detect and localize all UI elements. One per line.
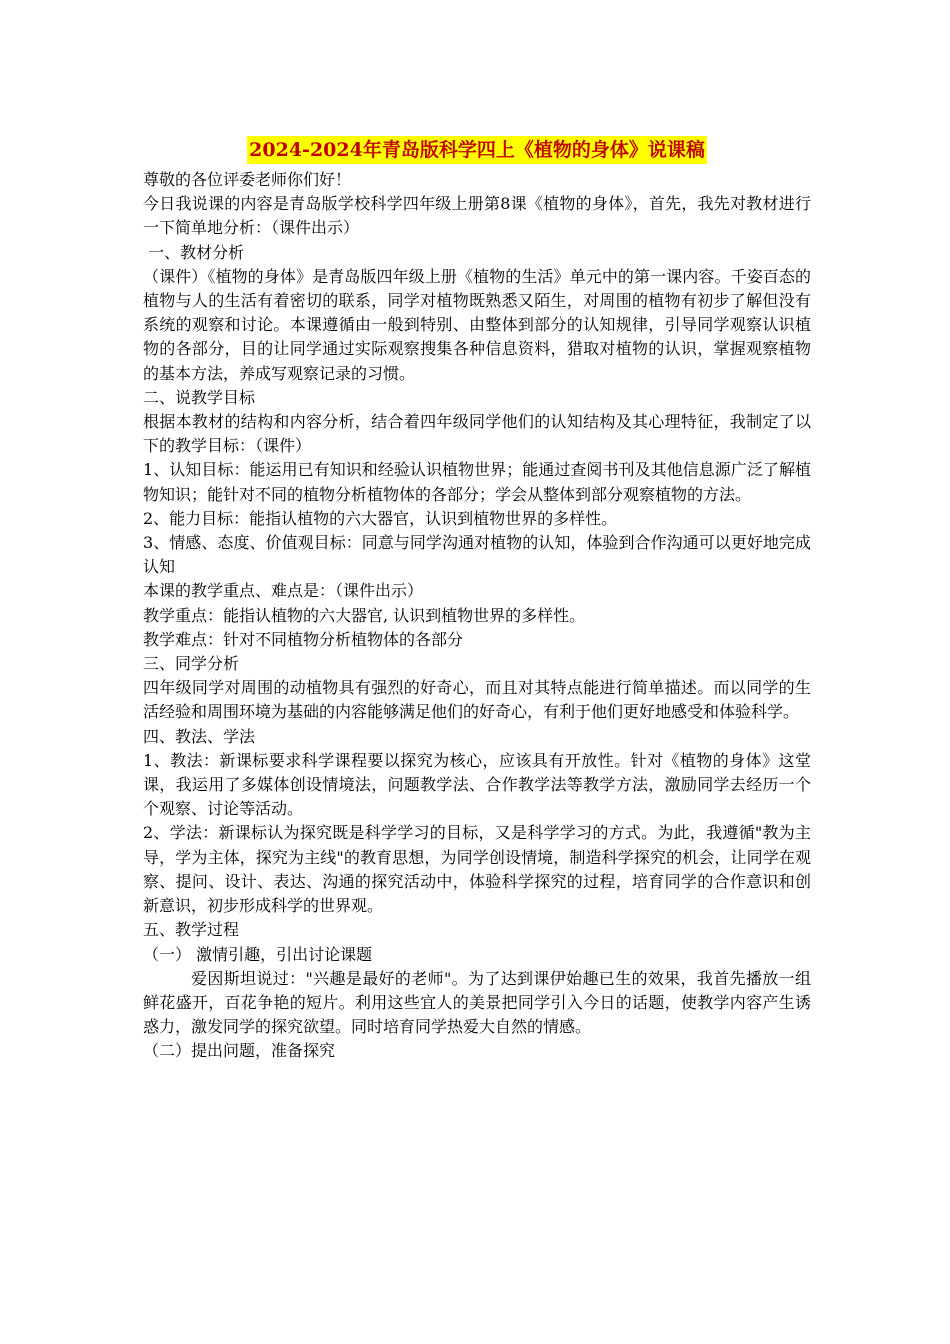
paragraph-goals-intro: 根据本教材的结构和内容分析，结合着四年级同学他们的认知结构及其心理特征，我制定了以下的教学目标：（课件） (143, 412, 811, 456)
heading-student-analysis: 三、同学分析 (143, 654, 240, 674)
paragraph-student-analysis: 四年级同学对周围的动植物具有强烈的好奇心，而且对其特点能进行简单描述。而以同学的生活经验和周围环境为基础的内容能够满足他们的好奇心，有利于他们更好地感受和体验科学。 (143, 678, 811, 722)
paragraph-learning-method: 2、学法：新课标认为探究既是科学学习的目标，又是科学学习的方式。为此，我遵循"教为主导，学为主体，探究为主线"的教育思想，为同学创设情境，制造科学探究的机会，让同学在观察、提问、设计、表达、沟通的探究活动中，体验科学探究的过程，培育同学的合作意识和创新意识，初步形成科学的世界观。 (143, 823, 811, 916)
paragraph-greeting: 尊敬的各位评委老师你们好！ (143, 170, 352, 189)
paragraph-ability-goal: 2、能力目标：能指认植物的六大器官，认识到植物世界的多样性。 (143, 508, 618, 528)
document-page (143, 136, 811, 1064)
paragraph-cognitive-goal: 1、认知目标：能运用已有知识和经验认识植物世界；能通过查阅书刊及其他信息源广泛了解植物知识；能针对不同的植物分析植物体的各部分；学会从整体到部分观察植物的方法。 (143, 460, 811, 504)
heading-teaching-goals: 二、说教学目标 (143, 387, 256, 407)
paragraph-difficult-point: 教学难点：针对不同植物分析植物体的各部分 (143, 629, 464, 649)
paragraph-key-point: 教学重点：能指认植物的六大器官, 认识到植物世界的多样性。 (143, 605, 586, 625)
subheading-step-two: （二）提出问题，准备探究 (143, 1041, 336, 1061)
subheading-step-one: （一） 激情引趣，引出讨论课题 (143, 944, 373, 964)
paragraph-teaching-method: 1、教法：新课标要求科学课程要以探究为核心，应该具有开放性。针对《植物的身体》这堂课，我运用了多媒体创设情境法，问题教学法、合作教学法等教学方法，激励同学去经历一个个观察、讨论等活动。 (143, 750, 811, 819)
document-title: 2024-2024年青岛版科学四上《植物的身体》说课稿 (247, 136, 707, 164)
title-wrap (143, 136, 811, 164)
paragraph-step-one: 爱因斯坦说过："兴趣是最好的老师"。为了达到课伊始趣已生的效果，我首先播放一组鲜花盛开，百花争艳的短片。利用这些宜人的美景把同学引入今日的话题，使教学内容产生诱惑力，激发同学的探究欲望。同时培育同学热爱大自然的情感。 (143, 968, 811, 1037)
paragraph-emotion-goal: 3、情感、态度、价值观目标：同意与同学沟通对植物的认知，体验到合作沟通可以更好地完成认知 (143, 533, 811, 577)
paragraph-textbook-analysis: （课件）《植物的身体》是青岛版四年级上册《植物的生活》单元中的第一课内容。千姿百态的植物与人的生活有着密切的联系，同学对植物既熟悉又陌生，对周围的植物有初步了解但没有系统的观察和讨论。本课遵循由一般到特别、由整体到部分的认知规律，引导同学观察认识植物的各部分，目的让同学通过实际观察搜集各种信息资料，猎取对植物的认识，掌握观察植物的基本方法，养成写观察记录的习惯。 (143, 266, 811, 383)
paragraph-intro: 今日我说课的内容是青岛版学校科学四年级上册第8课《植物的身体》，首先，我先对教材进行一下简单地分析：（课件出示） (143, 194, 811, 238)
heading-methods: 四、教法、学法 (143, 726, 256, 746)
heading-teaching-process: 五、教学过程 (143, 920, 240, 940)
paragraph-key-points-intro: 本课的教学重点、难点是：（课件出示） (143, 581, 424, 601)
heading-textbook-analysis: 一、教材分析 (143, 242, 245, 262)
